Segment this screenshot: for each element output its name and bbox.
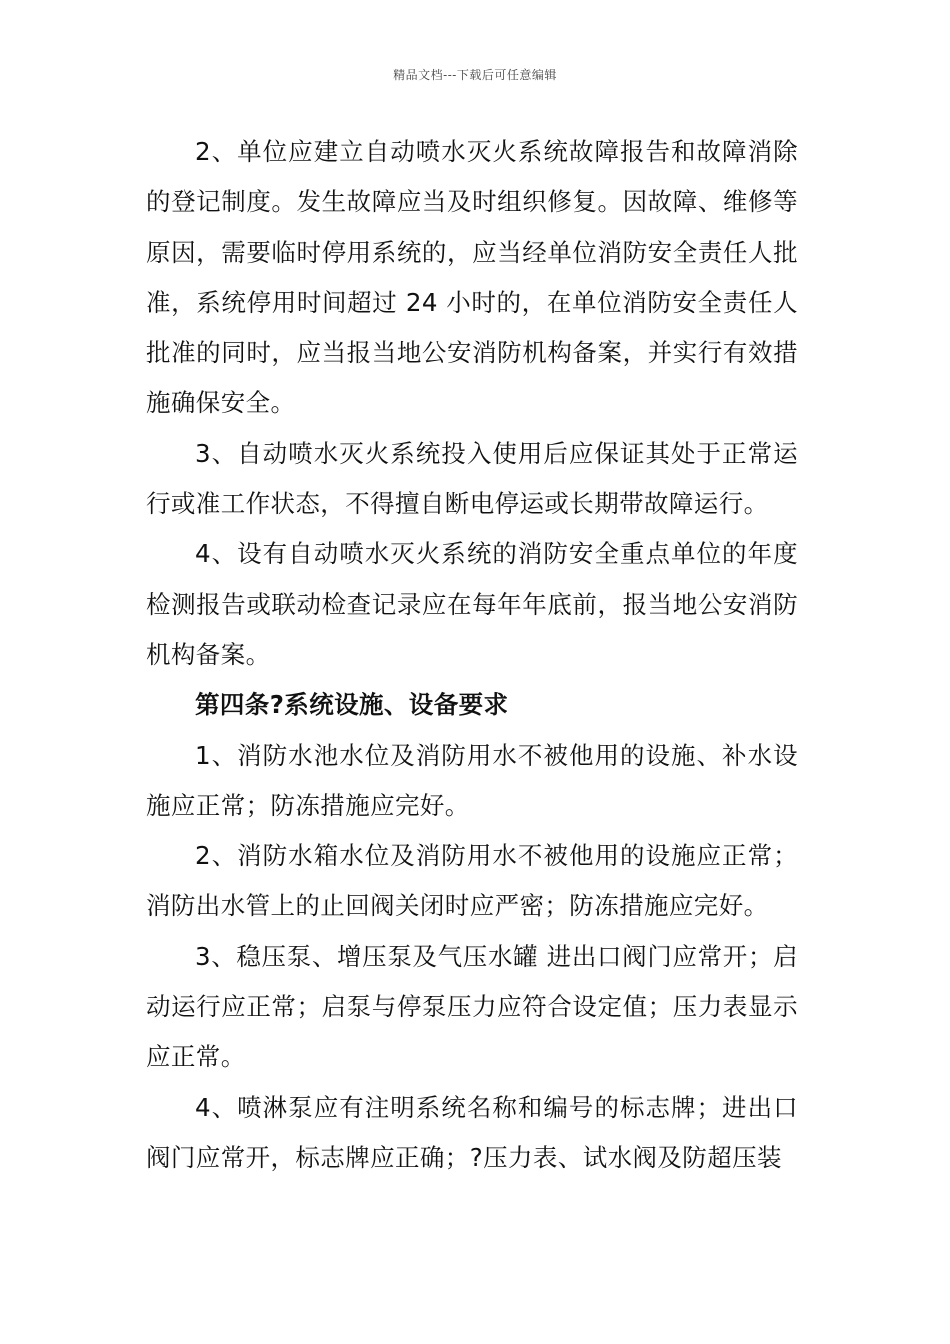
paragraph-4: 4、设有自动喷水灭火系统的消防安全重点单位的年度检测报告或联动检查记录应在每年年底前，报当地公安消防机构备案。 [146, 539, 798, 669]
list-item: 3、稳压泵、增压泵及气压水罐 进出口阀门应常开；启动运行应正常；启泵与停泵压力应符合设定值；压力表显示应正常。 [146, 941, 798, 1072]
list-item: 1、消防水池水位及消防用水不被他用的设施、补水设施应正常；防冻措施应完好。 [146, 740, 798, 820]
paragraph-3: 3、自动喷水灭火系统投入使用后应保证其处于正常运行或准工作状态，不得擅自断电停运或长期带故障运行。 [146, 438, 798, 519]
section-heading: 第四条?系统设施、设备要求 [195, 690, 509, 720]
paragraph-2: 2、单位应建立自动喷水灭火系统故障报告和故障消除的登记制度。发生故障应当及时组织修复。因故障、维修等原因，需要临时停用系统的，应当经单位消防安全责任人批准，系统停用时间超过 24 小时的，在单位消防安全责任人批准的同时，应当报当地公安消防机构备案，并实行有效措施确保安全。 [146, 137, 798, 418]
list-item: 2、消防水箱水位及消防用水不被他用的设施应正常；消防出水管上的止回阀关闭时应严密；防冻措施应完好。 [146, 841, 798, 921]
list-item: 4、喷淋泵应有注明系统名称和编号的标志牌；进出口阀门应常开，标志牌应正确；?压力表、试水阀及防超压装 [146, 1092, 798, 1172]
document-body [146, 127, 798, 1183]
page-header: 精品文档---下载后可任意编辑 [393, 68, 557, 82]
